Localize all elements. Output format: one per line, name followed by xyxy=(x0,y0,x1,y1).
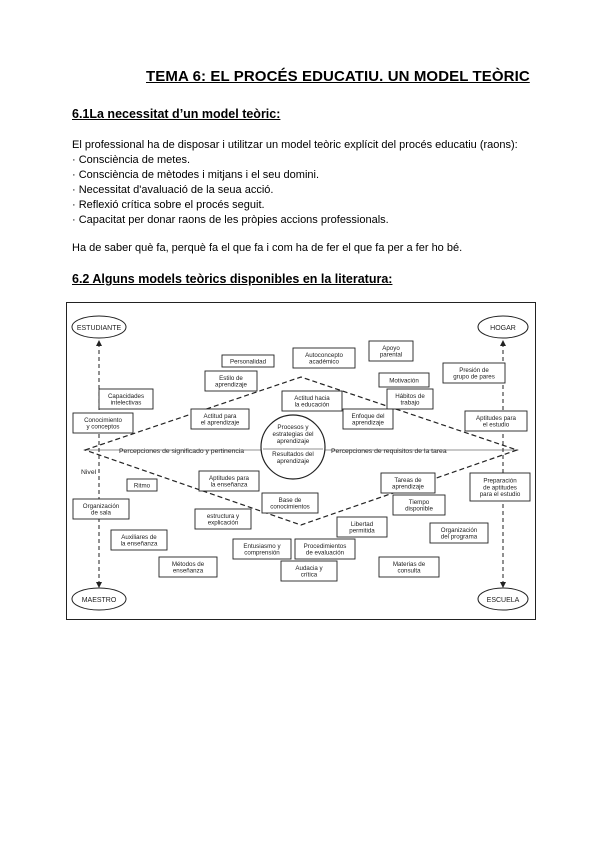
box-label: Motivación xyxy=(389,377,419,385)
corner-estudiante xyxy=(72,316,126,338)
box-estilo xyxy=(205,371,257,391)
box-label: de evaluación xyxy=(305,549,345,557)
box-label: Aptitudes para xyxy=(209,474,249,482)
bullet-item: · Capacitat per donar raons de les pròpies accions professionals. xyxy=(72,214,389,226)
box-metodos xyxy=(159,557,217,577)
box-label: Autoconcepto xyxy=(305,351,343,359)
box-label: disponible xyxy=(405,505,433,513)
box-label: y conceptos xyxy=(86,423,120,431)
svg-text:aprendizaje: aprendizaje xyxy=(276,458,310,465)
bullet-item: · Consciència de mètodes i mitjans i el seu domini. xyxy=(72,169,320,181)
corner-hogar xyxy=(478,316,528,338)
box-label: Conocimiento xyxy=(84,416,122,424)
box-base xyxy=(262,493,318,513)
box-label: el estudio xyxy=(482,421,510,429)
middle-right-label: Percepciones de requisitos de la tarea xyxy=(331,448,447,455)
box-label: Audacia y xyxy=(295,564,323,572)
box-apoyo xyxy=(369,341,413,361)
box-label: para el estudio xyxy=(479,491,521,499)
box-label: grupo de pares xyxy=(453,373,495,381)
box-estructura xyxy=(195,509,251,529)
educational-model-diagram xyxy=(66,302,536,620)
box-habitos xyxy=(387,389,433,409)
box-label: intelectivas xyxy=(110,399,142,407)
box-label: Procedimientos xyxy=(303,542,347,550)
box-label: permitida xyxy=(349,527,375,535)
box-label: trabajo xyxy=(400,399,420,407)
box-actitud-educacion xyxy=(282,391,342,411)
box-label: el aprendizaje xyxy=(200,419,240,427)
box-label: Base de xyxy=(278,496,302,504)
box-label: la educación xyxy=(294,401,330,409)
box-label: Presión de xyxy=(459,366,489,374)
box-auxiliares xyxy=(111,530,167,550)
box-label: de sala xyxy=(91,509,111,517)
box-motivacion xyxy=(379,373,429,387)
svg-text:ESCUELA: ESCUELA xyxy=(486,597,520,604)
box-label: comprensión xyxy=(244,549,280,557)
box-label: aprendizaje xyxy=(352,419,384,427)
svg-text:Resultados del: Resultados del xyxy=(272,451,314,458)
box-procedimientos xyxy=(295,539,355,559)
box-label: conocimientos xyxy=(270,503,310,511)
box-preparacion xyxy=(470,473,530,501)
box-organizacion-programa xyxy=(430,523,488,543)
box-label: Personalidad xyxy=(229,358,267,366)
box-organizacion-sala xyxy=(73,499,129,519)
box-ritmo xyxy=(127,479,157,491)
box-personalidad xyxy=(222,355,274,367)
box-label: aprendizaje xyxy=(215,381,247,389)
box-materias xyxy=(379,557,439,577)
box-libertad xyxy=(337,517,387,537)
box-label: parental xyxy=(379,351,403,359)
box-label: Hábitos de xyxy=(395,392,425,400)
box-label: Métodos de xyxy=(171,560,205,568)
svg-text:aprendizaje: aprendizaje xyxy=(276,438,310,445)
page-title: TEMA 6: EL PROCÉS EDUCATIU. UN MODEL TEÒRIC xyxy=(146,68,530,85)
box-presion xyxy=(443,363,505,383)
svg-text:estrategias del: estrategias del xyxy=(272,431,314,438)
bullet-item: · Consciència de metes. xyxy=(72,154,190,166)
box-label: crítica xyxy=(300,571,318,579)
box-label: Aptitudes para xyxy=(476,414,516,422)
box-label: del programa xyxy=(440,533,478,541)
corner-escuela xyxy=(478,588,528,610)
box-aptitudes-estudio xyxy=(465,411,527,431)
box-label: estructura y xyxy=(206,512,240,520)
bullet-item: · Necessitat d'avaluació de la seua acció. xyxy=(72,184,274,196)
corner-maestro xyxy=(72,588,126,610)
section-1-heading: 6.1La necessitat d’un model teòric: xyxy=(72,107,281,121)
box-label: Auxiliares de xyxy=(121,533,157,541)
box-label: explicación xyxy=(207,519,239,527)
box-label: Libertad xyxy=(350,520,374,528)
section-2-heading: 6.2 Alguns models teòrics disponibles en la literatura: xyxy=(72,272,393,286)
box-label: Organización xyxy=(82,502,120,510)
box-enfoque xyxy=(343,409,393,429)
box-actitud-aprendizaje xyxy=(191,409,249,429)
box-label: Ritmo xyxy=(133,482,151,490)
box-aptitudes-ensenanza xyxy=(199,471,259,491)
box-label: Actitud para xyxy=(203,412,237,420)
box-label: enseñanza xyxy=(172,567,204,575)
section-1-closing: Ha de saber què fa, perquè fa el que fa i com ha de fer el que fa per a fer ho bé. xyxy=(72,242,463,254)
box-label: Tiempo xyxy=(408,498,430,506)
diagram-canvas xyxy=(67,303,535,619)
svg-text:MAESTRO: MAESTRO xyxy=(81,597,117,604)
box-label: Enfoque del xyxy=(351,412,385,420)
box-label: Entusiasmo y xyxy=(243,542,281,550)
box-label: Apoyo xyxy=(382,344,400,352)
box-label: aprendizaje xyxy=(392,483,424,491)
box-autoconcepto xyxy=(293,348,355,368)
box-label: de aptitudes xyxy=(483,484,517,492)
box-conocimiento xyxy=(73,413,133,433)
section-1-intro: El professional ha de disposar i utilitzar un model teòric explícit del procés educatiu (raons): xyxy=(72,139,518,151)
box-label: la enseñanza xyxy=(120,540,158,548)
middle-left-label: Percepciones de significado y pertinencia xyxy=(119,448,245,455)
bullet-item: · Reflexió crítica sobre el procés seguit. xyxy=(72,199,265,211)
box-label: académico xyxy=(309,358,339,366)
box-label: Actitud hacia xyxy=(294,394,330,402)
box-label: Tareas de xyxy=(394,476,422,484)
box-capacidades xyxy=(99,389,153,409)
box-tareas xyxy=(381,473,435,493)
svg-text:Procesos y: Procesos y xyxy=(277,424,309,431)
box-tiempo xyxy=(393,495,445,515)
svg-text:HOGAR: HOGAR xyxy=(490,325,516,332)
box-audacia xyxy=(281,561,337,581)
center-labels xyxy=(272,424,314,465)
box-entusiasmo xyxy=(233,539,291,559)
svg-text:ESTUDIANTE: ESTUDIANTE xyxy=(76,325,122,332)
box-label: Preparación xyxy=(483,477,517,485)
nivel-label: Nivel xyxy=(81,469,97,476)
box-label: la enseñanza xyxy=(210,481,248,489)
box-label: Capacidades xyxy=(107,392,145,400)
box-label: Estilo de xyxy=(219,374,243,382)
box-label: Organización xyxy=(440,526,478,534)
box-label: Materias de xyxy=(392,560,426,568)
box-label: consulta xyxy=(397,567,421,575)
